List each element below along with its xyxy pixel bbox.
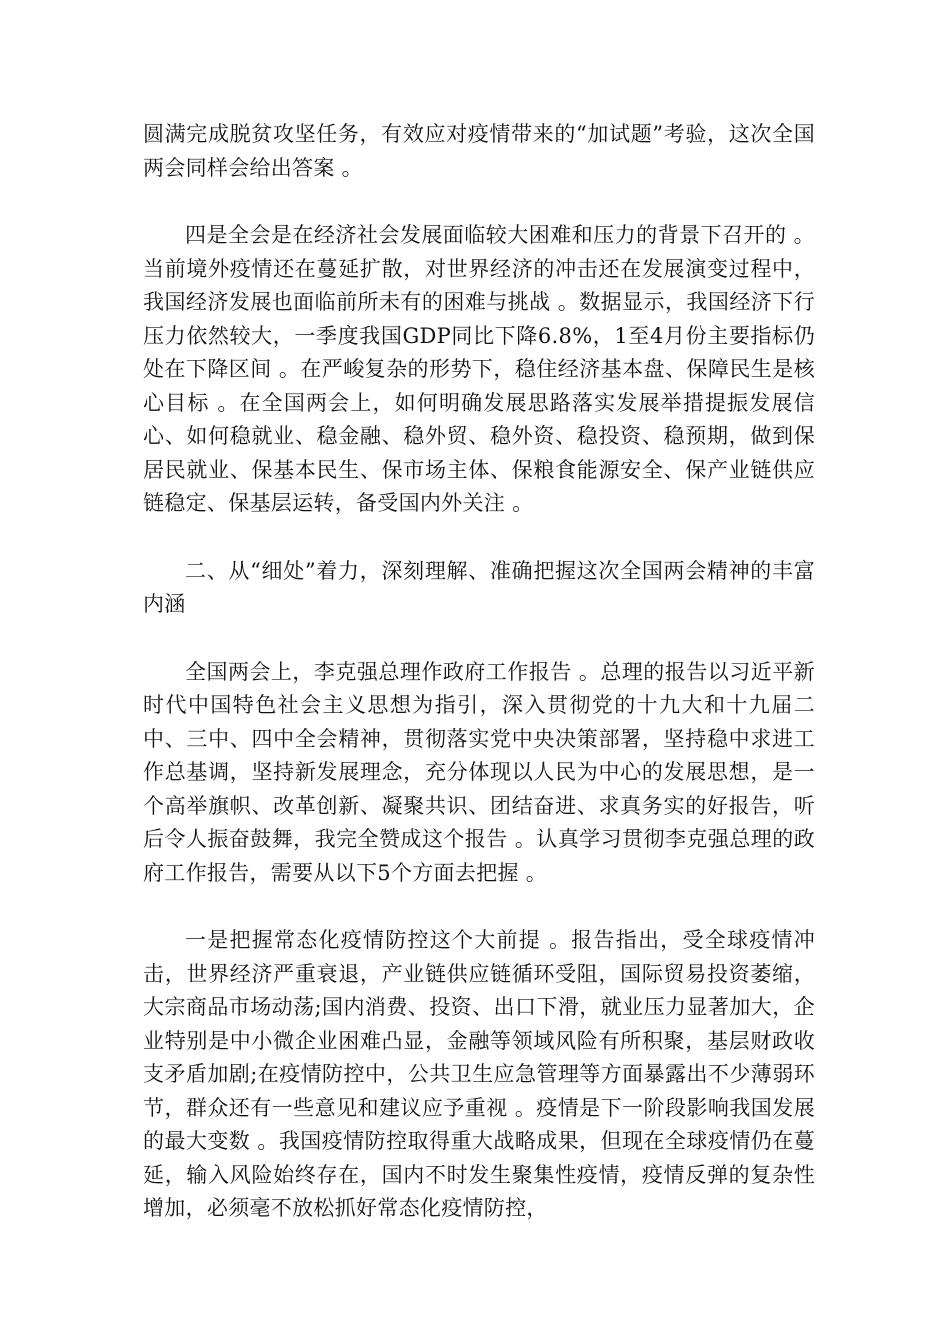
document-body [143, 118, 815, 1260]
paragraph-point-one: 一是把握常态化疫情防控这个大前提 。报告指出，受全球疫情冲击，世界经济严重衰退，产业链供应链循环受阻，国际贸易投资萎缩，大宗商品市场动荡;国内消费、投资、出口下滑，就业压力显著加大，企业特别是中小微企业困难凸显，金融等领域风险有所积聚，基层财政收支矛盾加剧;在疫情防控中，公共卫生应急管理等方面暴露出不少薄弱环节，群众还有一些意见和建议应予重视 。疫情是下一阶段影响我国发展的最大变数 。我国疫情防控取得重大战略成果，但现在全球疫情仍在蔓延，输入风险始终存在，国内不时发生聚集性疫情，疫情反弹的复杂性增加，必须毫不放松抓好常态化疫情防控， [143, 928, 815, 1220]
paragraph-point-four: 四是全会是在经济社会发展面临较大困难和压力的背景下召开的 。当前境外疫情还在蔓延扩散，对世界经济的冲击还在发展演变过程中，我国经济发展也面临前所未有的困难与挑战 。数据显示，我国经济下行压力依然较大，一季度我国GDP同比下降6.8%，1至4月份主要指标仍处在下降区间 。在严峻复杂的形势下，稳住经济基本盘、保障民生是核心目标 。在全国两会上，如何明确发展思路落实发展举措提振发展信心、如何稳就业、稳金融、稳外贸、稳外资、稳投资、稳预期，做到保居民就业、保基本民生、保市场主体、保粮食能源安全、保产业链供应链稳定、保基层运转，备受国内外关注 。 [143, 223, 815, 515]
paragraph-government-report: 全国两会上，李克强总理作政府工作报告 。总理的报告以习近平新时代中国特色社会主义思想为指引，深入贯彻党的十九大和十九届二中、三中、四中全会精神，贯彻落实党中央决策部署，坚持稳中求进工作总基调，坚持新发展理念，充分体现以人民为中心的发展思想，是一个高举旗帜、改革创新、凝聚共识、团结奋进、求真务实的好报告，听后令人振奋鼓舞，我完全赞成这个报告 。认真学习贯彻李克强总理的政府工作报告，需要从以下5个方面去把握 。 [143, 659, 815, 885]
section-heading-two: 二、从“细处”着力，深刻理解、准确把握这次全国两会精神的丰富内涵 [143, 558, 815, 616]
paragraph-continuation: 圆满完成脱贫攻坚任务，有效应对疫情带来的“加试题”考验，这次全国两会同样会给出答案 。 [143, 122, 815, 180]
